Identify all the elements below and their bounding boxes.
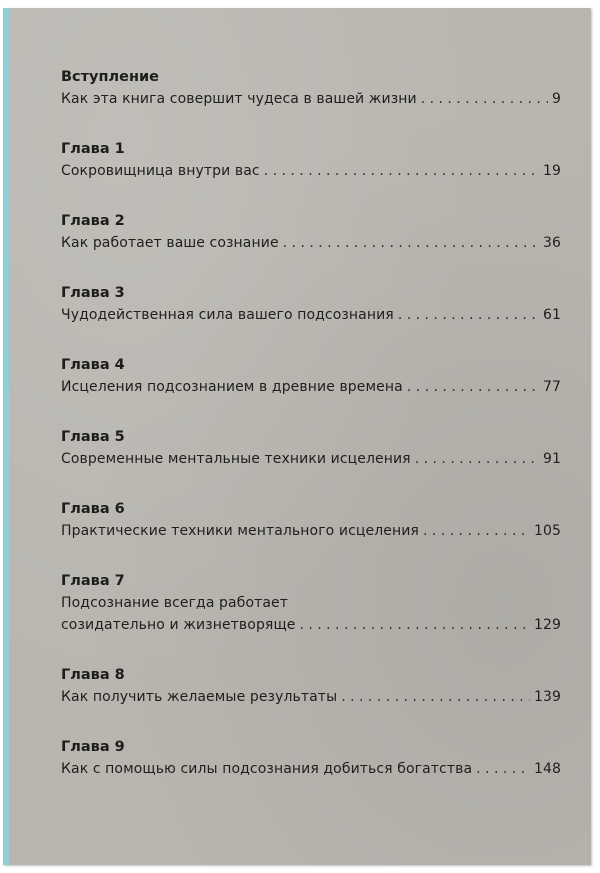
dot-leader [407,376,539,398]
toc-entry-chapter-9 [61,736,561,780]
toc-entry-chapter-8 [61,664,561,708]
toc-heading: Глава 4 [61,357,125,373]
page-number: 148 [533,761,561,777]
toc-heading: Глава 3 [61,285,125,301]
dot-leader [398,304,539,326]
toc-line [61,304,561,326]
toc-title: Как с помощью силы подсознания добиться богатства [61,761,473,777]
page-number: 36 [542,235,561,251]
toc-heading: Вступление [61,69,159,85]
toc-heading: Глава 5 [61,429,125,445]
toc-entry-chapter-1 [61,138,561,182]
toc-title: Как работает ваше сознание [61,235,279,251]
toc-heading: Глава 6 [61,501,125,517]
toc-title: Современные ментальные техники исцеления [61,451,411,467]
toc-title: Чудодейственная сила вашего подсознания [61,307,394,323]
toc-title: Как эта книга совершит чудеса в вашей жизни [61,91,417,107]
toc-entry-chapter-5 [61,426,561,470]
page-number: 91 [542,451,561,467]
dot-leader [415,448,539,470]
dot-leader [423,520,530,542]
dot-leader [421,88,548,110]
page-edge-strip [3,8,9,865]
toc-title: Сокровищница внутри вас [61,163,260,179]
toc-line [61,376,561,398]
dot-leader [283,232,539,254]
toc-entry-chapter-2 [61,210,561,254]
page-number: 105 [533,523,561,539]
toc-line [61,88,561,110]
toc-title-line-2: созидательно и жизнетворяще [61,617,296,633]
page-number: 61 [542,307,561,323]
toc-heading: Глава 2 [61,213,125,229]
toc-entry-chapter-7 [61,570,561,636]
toc-line [61,592,561,614]
toc-line [61,520,561,542]
toc-entry-introduction [61,66,561,110]
toc-line [61,160,561,182]
page-number: 129 [533,617,561,633]
page-number: 9 [551,91,561,107]
page-number: 19 [542,163,561,179]
toc-line [61,614,561,636]
toc-line [61,448,561,470]
toc-line [61,758,561,780]
dot-leader [299,614,530,636]
toc-title: Практические техники ментального исцеления [61,523,419,539]
dot-leader [264,160,539,182]
toc-heading: Глава 1 [61,141,125,157]
dot-leader [476,758,530,780]
toc-title-line-1: Подсознание всегда работает [61,595,289,611]
toc-line [61,686,561,708]
dot-leader [341,686,530,708]
book-page [3,8,591,865]
page-number: 77 [542,379,561,395]
toc-heading: Глава 8 [61,667,125,683]
toc-title: Как получить желаемые результаты [61,689,338,705]
page-number: 139 [533,689,561,705]
toc-entry-chapter-3 [61,282,561,326]
toc-line [61,232,561,254]
toc-heading: Глава 7 [61,573,125,589]
toc-entry-chapter-4 [61,354,561,398]
toc-title: Исцеления подсознанием в древние времена [61,379,403,395]
table-of-contents [61,66,561,780]
toc-entry-chapter-6 [61,498,561,542]
toc-heading: Глава 9 [61,739,125,755]
